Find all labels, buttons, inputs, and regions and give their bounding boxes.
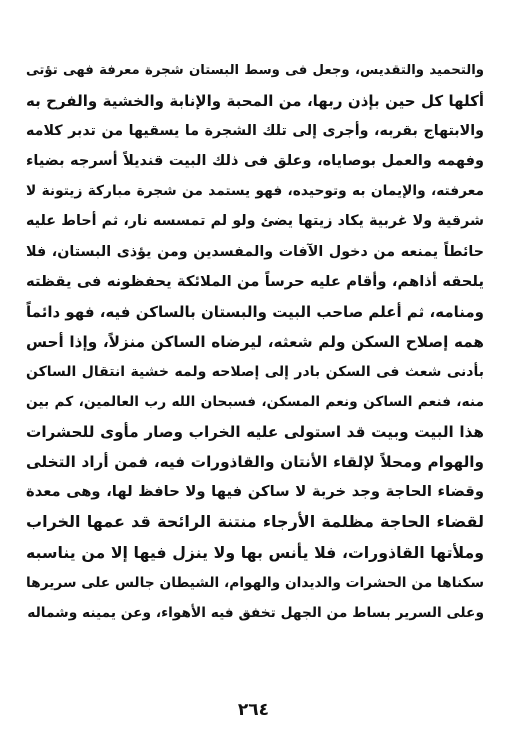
text-line: والابتهاج بقربه، وأجرى إلى تلك الشجرة ما يسقيها من تدبر كلامه [26, 123, 484, 140]
text-line: وعلى السرير بساط من الجهل تخفق فيه الأهواء، وعن يمينه وشماله [27, 604, 484, 621]
text-line: والهوام ومحلاً لإلقاء الأنتان والقاذورات فيه، فمن أراد التخلى [26, 453, 484, 472]
text-line: معرفته، والإيمان به وتوحيده، فهو يستمد من شجرة مباركة زيتونة لا [26, 183, 484, 200]
text-line: أكلها كل حين بإذن ربها، من المحبة والإنابة والخشية والفرح به [26, 92, 484, 111]
text-line: هذا البيت وبيت قد استولى عليه الخراب وصار مأوى للحشرات [26, 423, 484, 442]
text-line: حائطاً يمنعه من دخول الآفات والمفسدين ومن يؤذى البستان، فلا [26, 243, 484, 260]
page-number: ٢٦٤ [237, 700, 270, 720]
text-line: منه، فنعم الساكن ونعم المسكن، فسبحان الله رب العالمين، كم بين [26, 394, 484, 411]
text-line: وفهمه والعمل بوصاياه، وعلق فى ذلك البيت قنديلاً أسرجه بضياء [26, 153, 484, 170]
text-line: لقضاء الحاجة مظلمة الأرجاء منتنة الرائحة قد عمها الخراب [26, 512, 484, 532]
text-line: والتحميد والتقديس، وجعل فى وسط البستان شجرة معرفة فهى تؤتى [26, 63, 484, 78]
text-line: سكناها من الحشرات والديدان والهوام، الشيطان جالس على سريرها [26, 574, 484, 591]
text-line: ومنامه، ثم أعلم صاحب البيت والبستان بالساكن فيه، فهو دائماً [26, 302, 484, 321]
text-line: شرقية ولا غربية يكاد زيتها يضئ ولو لم تمسسه نار، ثم أحاط عليه [26, 213, 484, 230]
text-line: وقضاء الحاجة وجد خربة لا ساكن فيها ولا حافظ لها، وهى معدة [26, 483, 484, 501]
text-line: وملأتها القاذورات، فلا يأنس بها ولا ينزل فيها إلا من يناسبه [26, 542, 484, 562]
text-line: بأدنى شعث فى السكن بادر إلى إصلاحه ولمه خشية انتقال الساكن [26, 363, 484, 380]
text-line: همه إصلاح السكن ولم شعثه، ليرضاه الساكن منزلاً، وإذا أحس [26, 332, 484, 351]
text-line: يلحقه أذاهم، وأقام عليه حرساً من الملائكة يحفظونه فى يقظته [26, 272, 484, 290]
body-text [26, 56, 484, 628]
